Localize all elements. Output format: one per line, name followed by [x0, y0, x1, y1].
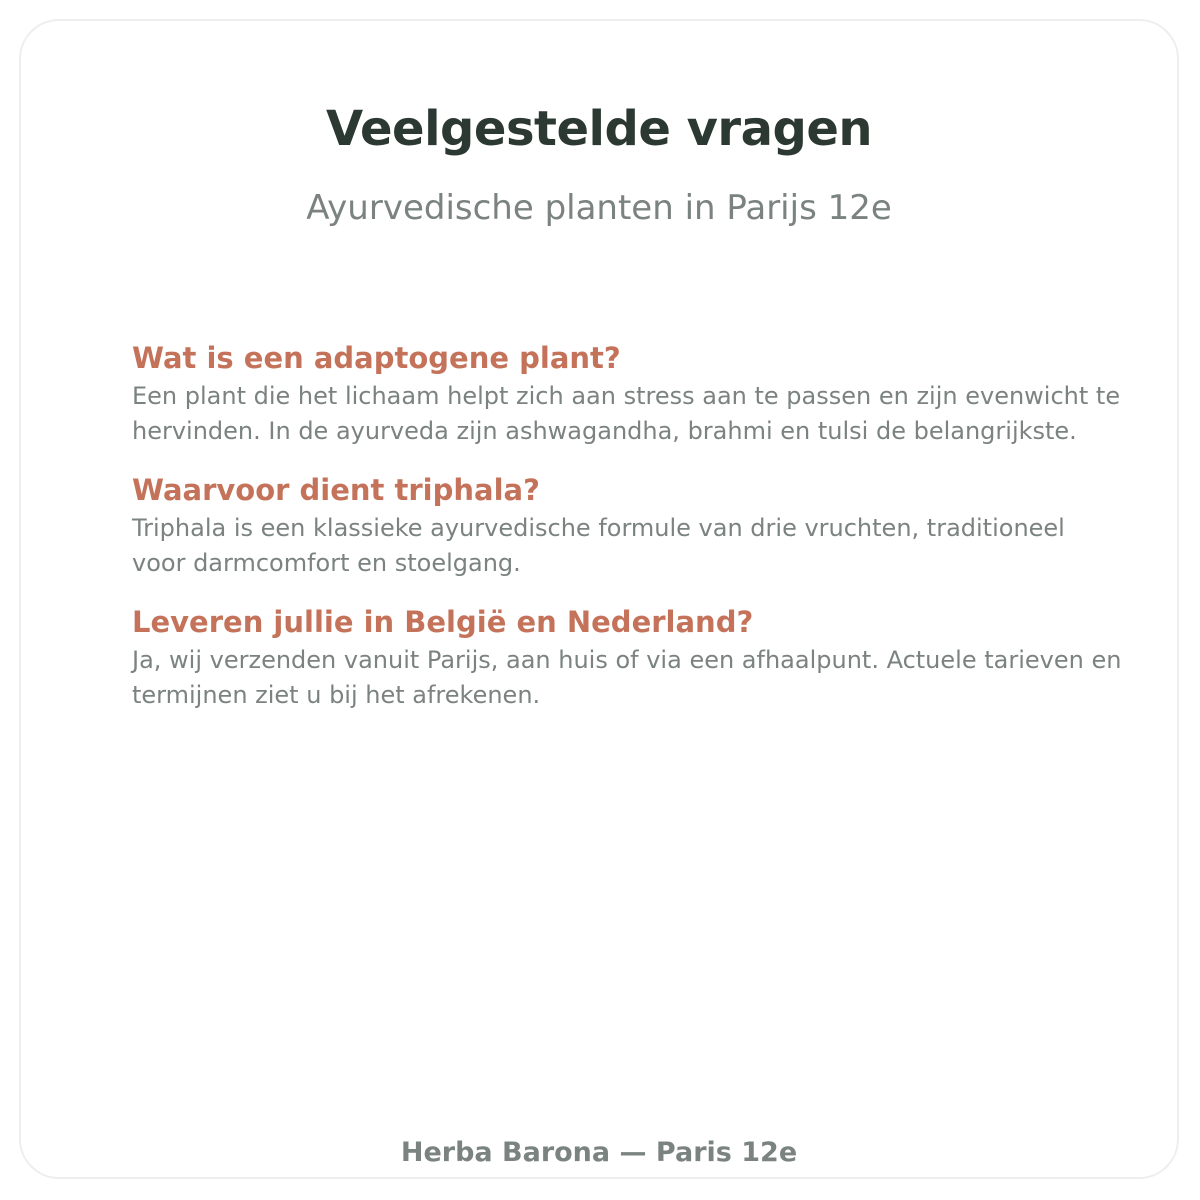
faq-question: Waarvoor dient triphala? — [132, 473, 540, 507]
faq-question: Wat is een adaptogene plant? — [132, 341, 621, 375]
faq-answer: Ja, wij verzenden vanuit Parijs, aan huis of via een afhaalpunt. Actuele tarieven en termijnen ziet u bij het afrekenen. — [132, 646, 1122, 709]
faq-item — [132, 471, 1122, 581]
footer-brand: Herba Barona — Paris 12e — [400, 1137, 798, 1168]
faq-item — [132, 603, 1122, 713]
faq-answer: Een plant die het lichaam helpt zich aan stress aan te passen en zijn evenwicht te hervinden. In de ayurveda zijn ashwagandha, brahmi en tulsi de belangrijkste. — [132, 382, 1121, 445]
faq-answer: Triphala is een klassieke ayurvedische formule van drie vruchten, traditioneel voor darmcomfort en stoelgang. — [132, 514, 1065, 577]
page-title: Veelgestelde vragen — [325, 101, 873, 157]
page-subtitle: Ayurvedische planten in Parijs 12e — [306, 188, 892, 228]
faq-question: Leveren jullie in België en Nederland? — [132, 605, 754, 639]
faq-card — [19, 19, 1179, 1179]
faq-item — [132, 339, 1122, 449]
faq-list — [132, 339, 1122, 735]
